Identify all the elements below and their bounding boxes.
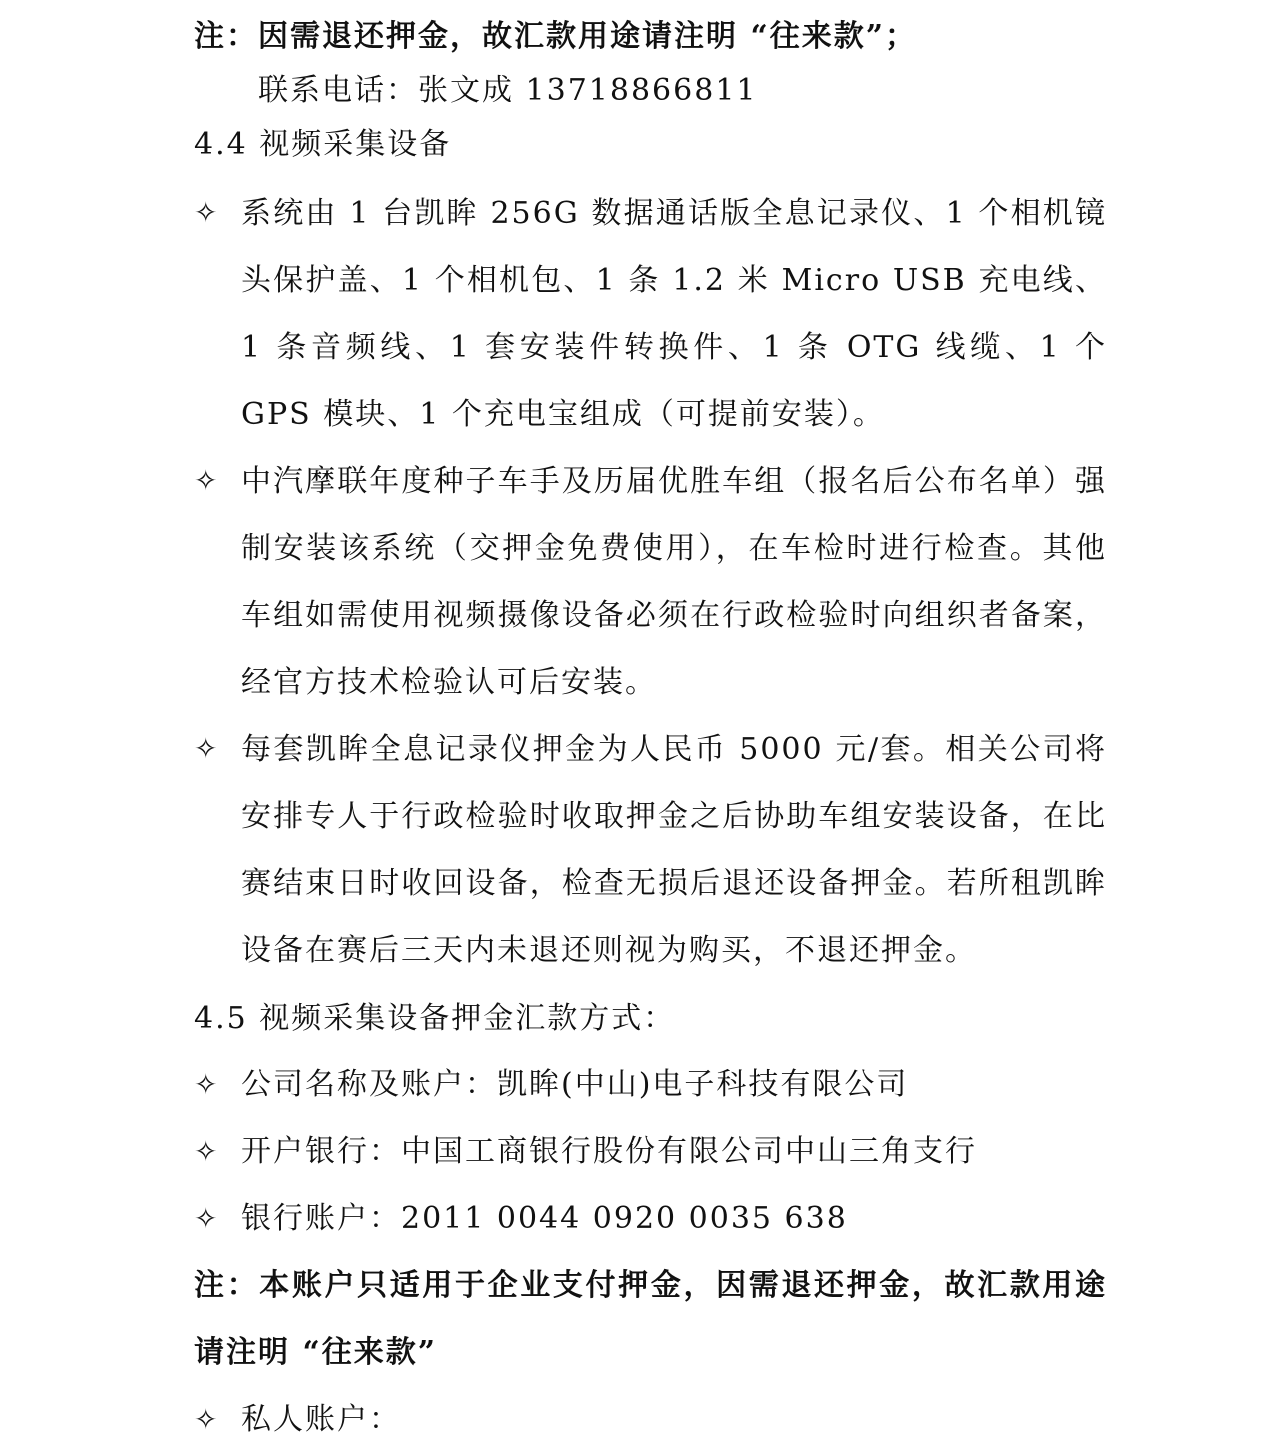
list-item-account-number: 银行账户：2011 0044 0920 0035 638 [241, 1201, 848, 1236]
bullet-icon: ✧ [194, 1403, 218, 1436]
list-item-system-components: 系统由 1 台凯眸 256G 数据通话版全息记录仪、1 个相机镜头保护盖、1 个相机包、1 条 1.2 米 Micro USB 充电线、1 条音频线、1 套安装件转换件、1 条 OTG 线缆、1 个 GPS 模块、1 个充电宝组成（可提前安装）。 [241, 196, 1107, 432]
list-item-deposit-terms: 每套凯眸全息记录仪押金为人民币 5000 元/套。相关公司将安排专人于行政检验时收取押金之后协助车组安装设备，在比赛结束日时收回设备，检查无损后退还设备押金。若所租凯眸设备在赛后三天内未退还则视为购买，不退还押金。 [241, 732, 1107, 968]
bullet-icon: ✧ [194, 196, 218, 229]
list-item-bank: 开户银行：中国工商银行股份有限公司中山三角支行 [241, 1134, 977, 1169]
bullet-icon: ✧ [194, 464, 218, 497]
note-enterprise-account: 注：本账户只适用于企业支付押金，因需退还押金，故汇款用途请注明 “往来款” [194, 1268, 1107, 1370]
bullet-icon: ✧ [194, 732, 218, 765]
bullet-icon: ✧ [194, 1135, 218, 1168]
list-item-company-account: 公司名称及账户：凯眸(中山)电子科技有限公司 [241, 1067, 909, 1102]
bullet-icon: ✧ [194, 1202, 218, 1235]
list-item-mandatory-install: 中汽摩联年度种子车手及历届优胜车组（报名后公布名单）强制安装该系统（交押金免费使用），在车检时进行检查。其他车组如需使用视频摄像设备必须在行政检验时向组织者备案，经官方技术检验认可后安装。 [241, 464, 1107, 700]
list-item-private-account: 私人账户： [241, 1402, 401, 1437]
section-heading-4-5: 4.5 视频采集设备押金汇款方式： [194, 1001, 676, 1036]
note-deposit-refund: 注：因需退还押金，故汇款用途请注明 “往来款”； [194, 19, 917, 54]
section-heading-4-4: 4.4 视频采集设备 [194, 127, 452, 162]
bullet-icon: ✧ [194, 1068, 218, 1101]
contact-phone: 联系电话：张文成 13718866811 [258, 73, 758, 108]
